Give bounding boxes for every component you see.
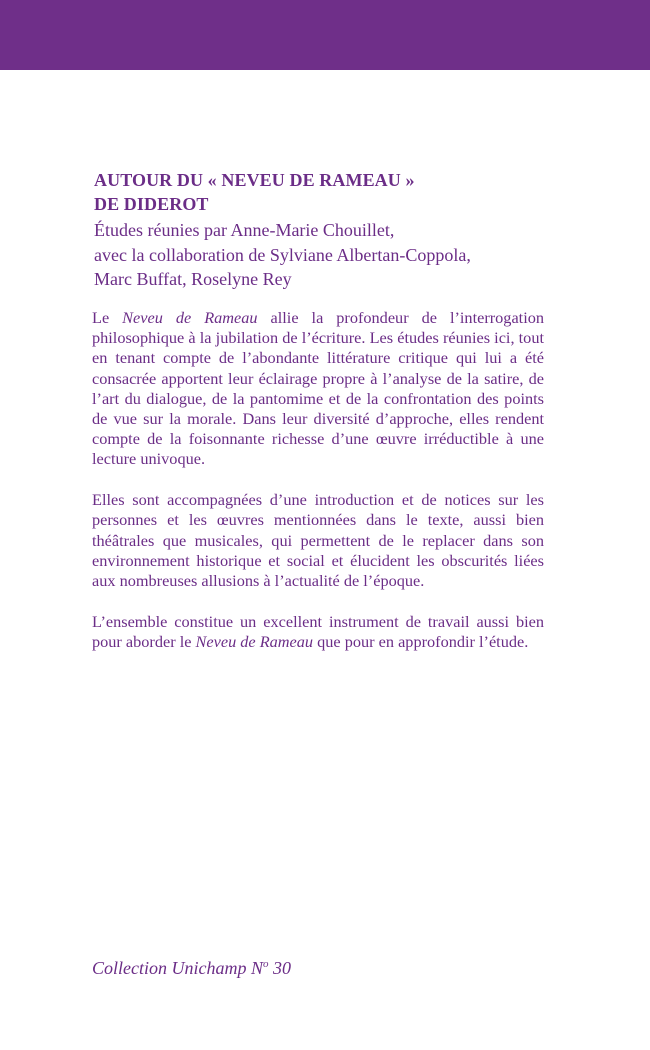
paragraph-3-lead: L’ensemble constitue un excellent instrument de travail aussi bien pour aborder le <box>92 611 544 651</box>
work-title-italic: Neveu de Rameau <box>195 631 314 651</box>
description-paragraph-2: Elles sont accompagnées d’une introduction et de notices sur les personnes et les œuvres mentionnées dans le texte, aussi bien théâtrales que musicales, qui permettent de le replacer dans son environnement historique et social et élucident les obscurités liées aux nombreuses allusions à l’actualité de l’époque. <box>92 490 544 590</box>
description-paragraph-1 <box>92 308 544 470</box>
title-block <box>94 168 564 292</box>
book-title-line-2: DE DIDEROT <box>94 194 209 214</box>
paragraph-1-rest: allie la profondeur de l’interrogation philosophique à la jubilation de l’écriture. Les études réunies ici, tout en tenant compte de l’abondante littérature critique qui lui a été consacrée apportent leur éclairage propre à l’analyse de la satire, de l’art du dialogue, de la pantomime et de la confrontation des points de vue sur la morale. Dans leur diversité d’approche, elles rendent compte de la foisonnante richesse d’une œuvre irréductible à une lecture univoque. <box>92 308 544 469</box>
collection-number: 30 <box>268 958 291 978</box>
editors-credit <box>94 218 564 292</box>
editors-line-3: Marc Buffat, Roselyne Rey <box>94 269 292 289</box>
collection-number-sign: o <box>262 958 269 970</box>
description-paragraph-3 <box>92 612 544 652</box>
description-text <box>92 308 544 673</box>
collection-label <box>92 958 291 979</box>
paragraph-1-lead: Le <box>92 308 123 327</box>
book-title-line-1: AUTOUR DU « NEVEU DE RAMEAU » <box>94 170 415 190</box>
paragraph-3-rest: que pour en approfondir l’étude. <box>313 631 529 651</box>
work-title-italic: Neveu de Rameau <box>122 308 258 327</box>
collection-name: Collection Unichamp N <box>92 958 263 978</box>
editors-line-1: Études réunies par Anne-Marie Chouillet, <box>94 220 395 240</box>
editors-line-2: avec la collaboration de Sylviane Albertan-Coppola, <box>94 244 471 265</box>
top-color-band <box>0 0 650 70</box>
